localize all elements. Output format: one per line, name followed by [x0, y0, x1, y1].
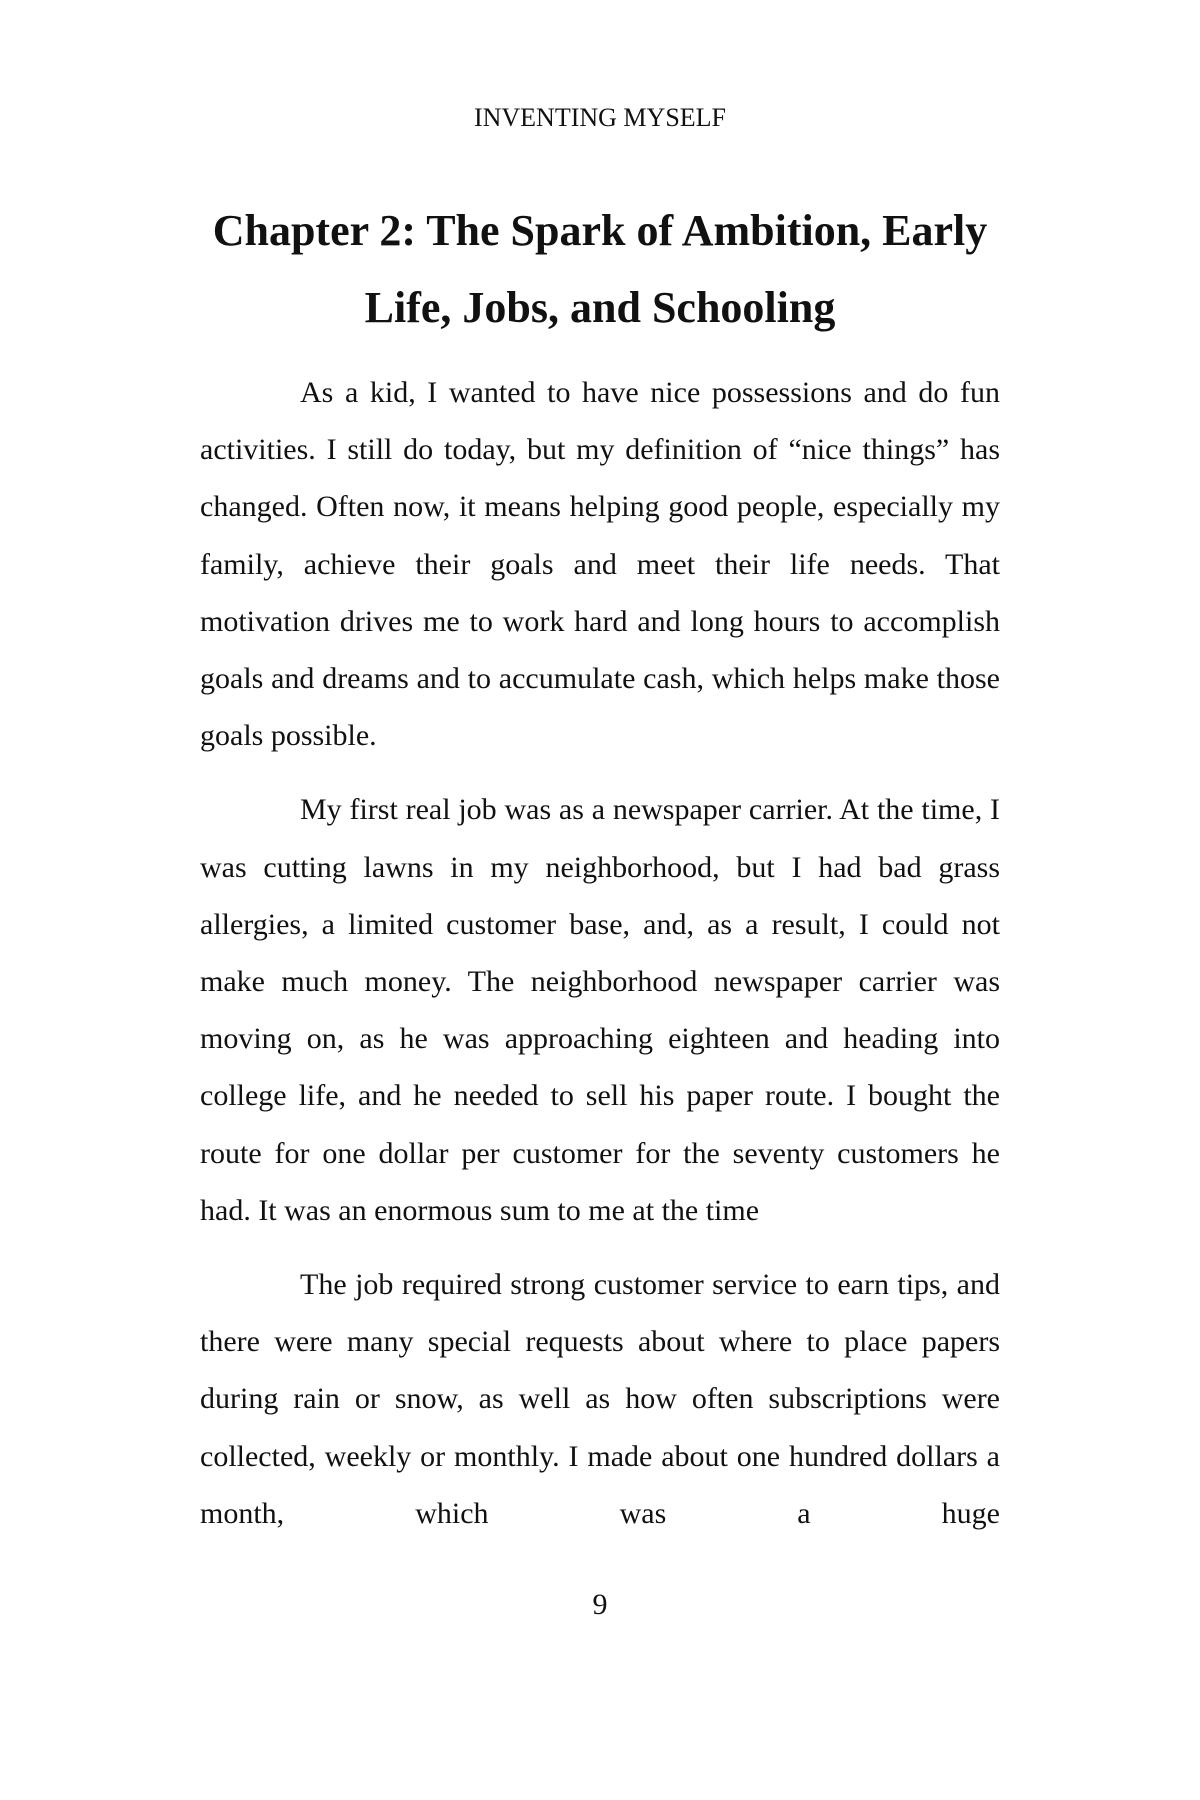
body-text — [200, 364, 1000, 1559]
paragraph: My first real job was as a newspaper carrier. At the time, I was cutting lawns in my neighborhood, but I had bad grass allergies, a limited customer base, and, as a result, I could not make much money. The neighborhood newspaper carrier was moving on, as he was approaching eighteen and heading into college life, and he needed to sell his paper route. I bought the route for one dollar per customer for the seventy customers he had. It was an enormous sum to me at the time — [200, 793, 1000, 1227]
running-header: INVENTING MYSELF — [473, 103, 727, 132]
page-number: 9 — [592, 1588, 608, 1621]
chapter-title: Chapter 2: The Spark of Ambition, Early Life, Jobs, and Schooling — [212, 206, 988, 332]
paragraph: As a kid, I wanted to have nice possessions and do fun activities. I still do today, but my definition of “nice things” has changed. Often now, it means helping good people, especially my family, achieve their goals and meet their life needs. That motivation drives me to work hard and long hours to accomplish goals and dreams and to accumulate cash, which helps make those goals possible. — [200, 376, 1000, 753]
paragraph: The job required strong customer service to earn tips, and there were many special requests about where to place papers during rain or snow, as well as how often subscriptions were collected, weekly or monthly. I made about one hundred dollars a month, which was a huge — [200, 1268, 1000, 1530]
